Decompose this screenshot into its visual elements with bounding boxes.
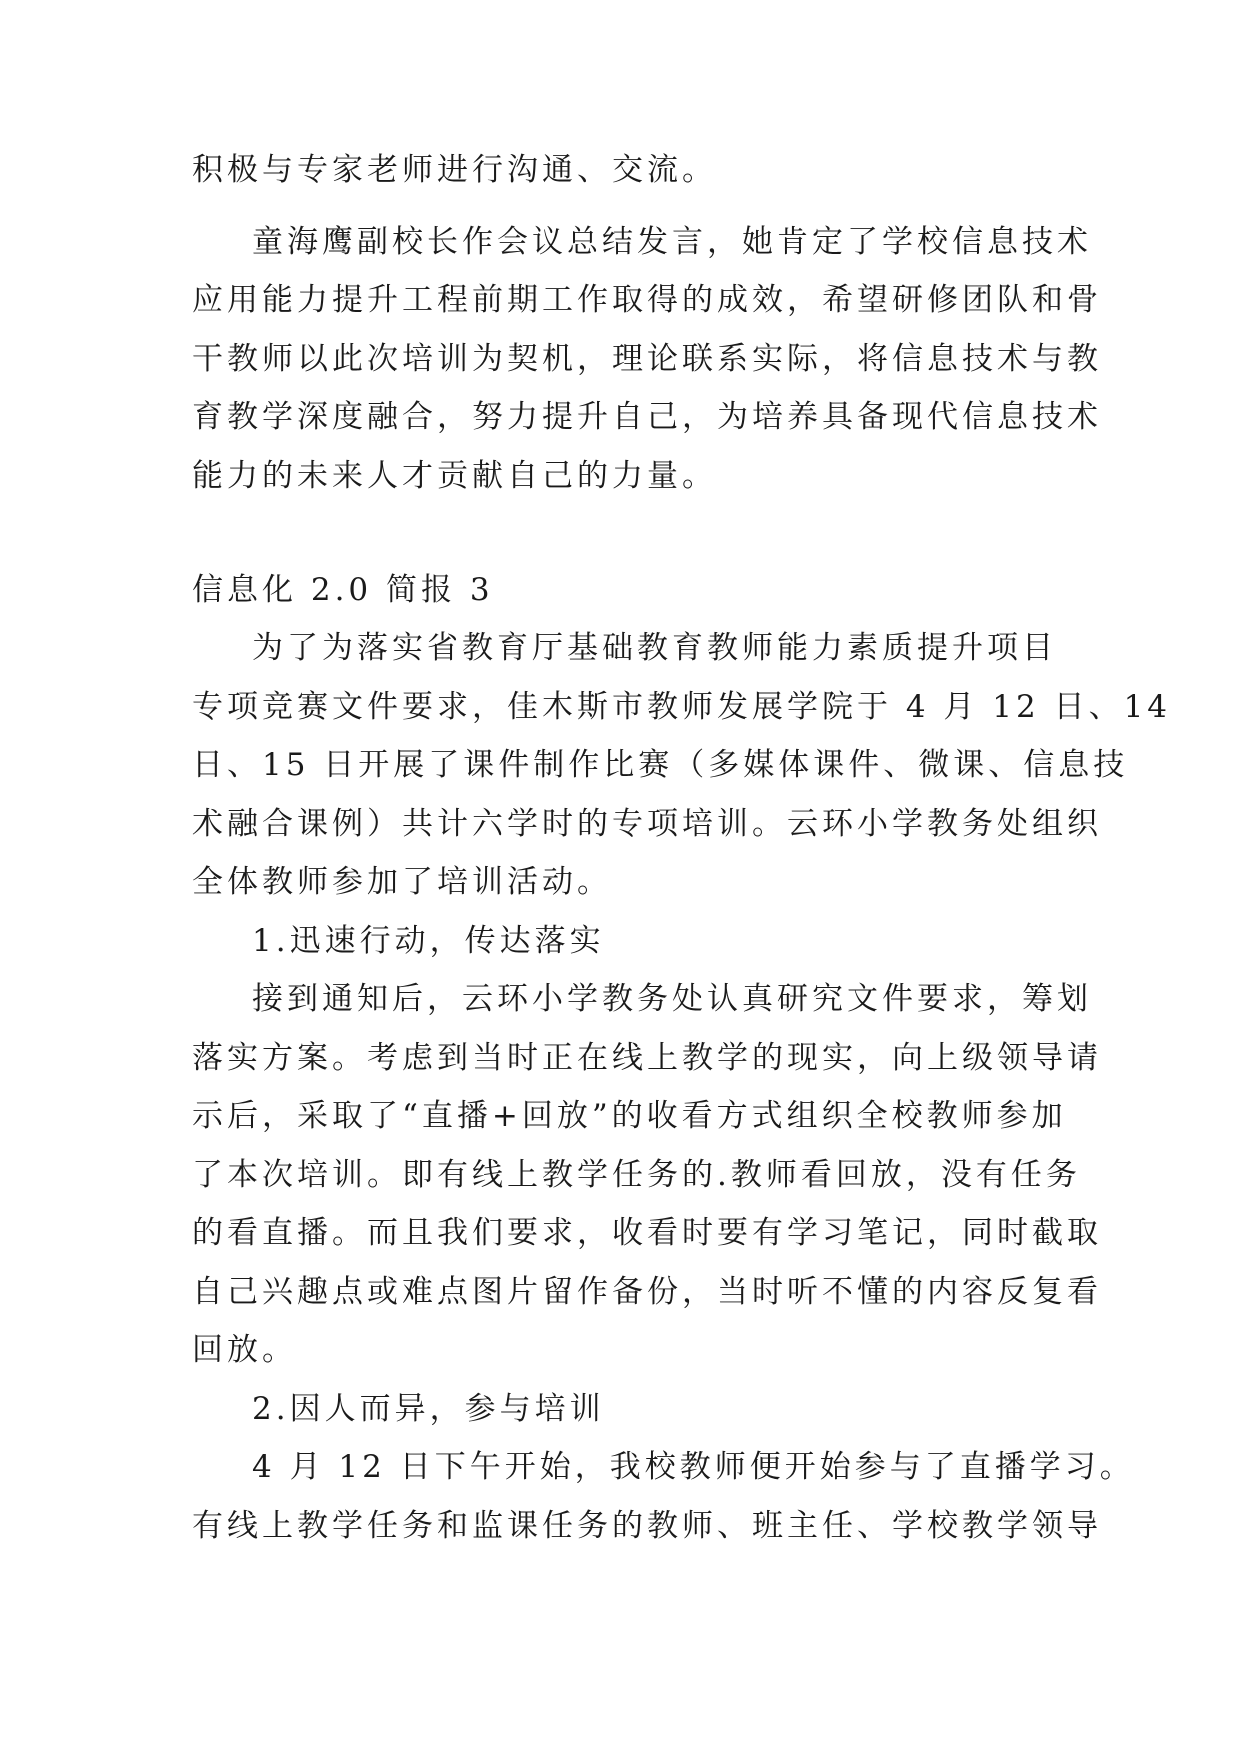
paragraph-line: 落实方案。考虑到当时正在线上教学的现实，向上级领导请 — [192, 1040, 1102, 1076]
paragraph-line: 了本次培训。即有线上教学任务的.教师看回放，没有任务 — [192, 1157, 1081, 1193]
paragraph-line: 接到通知后，云环小学教务处认真研究文件要求，筹划 — [252, 981, 1092, 1017]
paragraph-line: 4 月 12 日下午开始，我校教师便开始参与了直播学习。 — [252, 1449, 1135, 1485]
paragraph-line: 积极与专家老师进行沟通、交流。 — [192, 152, 717, 188]
paragraph-line: 的看直播。而且我们要求，收看时要有学习笔记，同时截取 — [192, 1215, 1102, 1251]
paragraph-line: 育教学深度融合，努力提升自己，为培养具备现代信息技术 — [192, 399, 1102, 435]
paragraph-line: 示后，采取了“直播+回放”的收看方式组织全校教师参加 — [192, 1098, 1067, 1134]
paragraph-line: 专项竞赛文件要求，佳木斯市教师发展学院于 4 月 12 日、14 — [192, 689, 1172, 725]
paragraph-line: 童海鹰副校长作会议总结发言，她肯定了学校信息技术 — [252, 224, 1092, 260]
subheading: 1.迅速行动，传达落实 — [252, 923, 605, 959]
paragraph-line: 全体教师参加了培训活动。 — [192, 864, 612, 900]
paragraph-line: 为了为落实省教育厅基础教育教师能力素质提升项目 — [252, 630, 1057, 666]
paragraph-line: 日、15 日开展了课件制作比赛（多媒体课件、微课、信息技 — [192, 747, 1129, 783]
paragraph-line: 回放。 — [192, 1332, 297, 1368]
section-title: 信息化 2.0 简报 3 — [192, 572, 494, 608]
paragraph-line: 自己兴趣点或难点图片留作备份，当时听不懂的内容反复看 — [192, 1274, 1102, 1310]
paragraph-line: 干教师以此次培训为契机，理论联系实际，将信息技术与教 — [192, 341, 1102, 377]
paragraph-line: 有线上教学任务和监课任务的教师、班主任、学校教学领导 — [192, 1508, 1102, 1544]
paragraph-line: 术融合课例）共计六学时的专项培训。云环小学教务处组织 — [192, 806, 1102, 842]
paragraph-line: 能力的未来人才贡献自己的力量。 — [192, 458, 717, 494]
paragraph-line: 应用能力提升工程前期工作取得的成效，希望研修团队和骨 — [192, 282, 1102, 318]
subheading: 2.因人而异，参与培训 — [252, 1391, 605, 1427]
